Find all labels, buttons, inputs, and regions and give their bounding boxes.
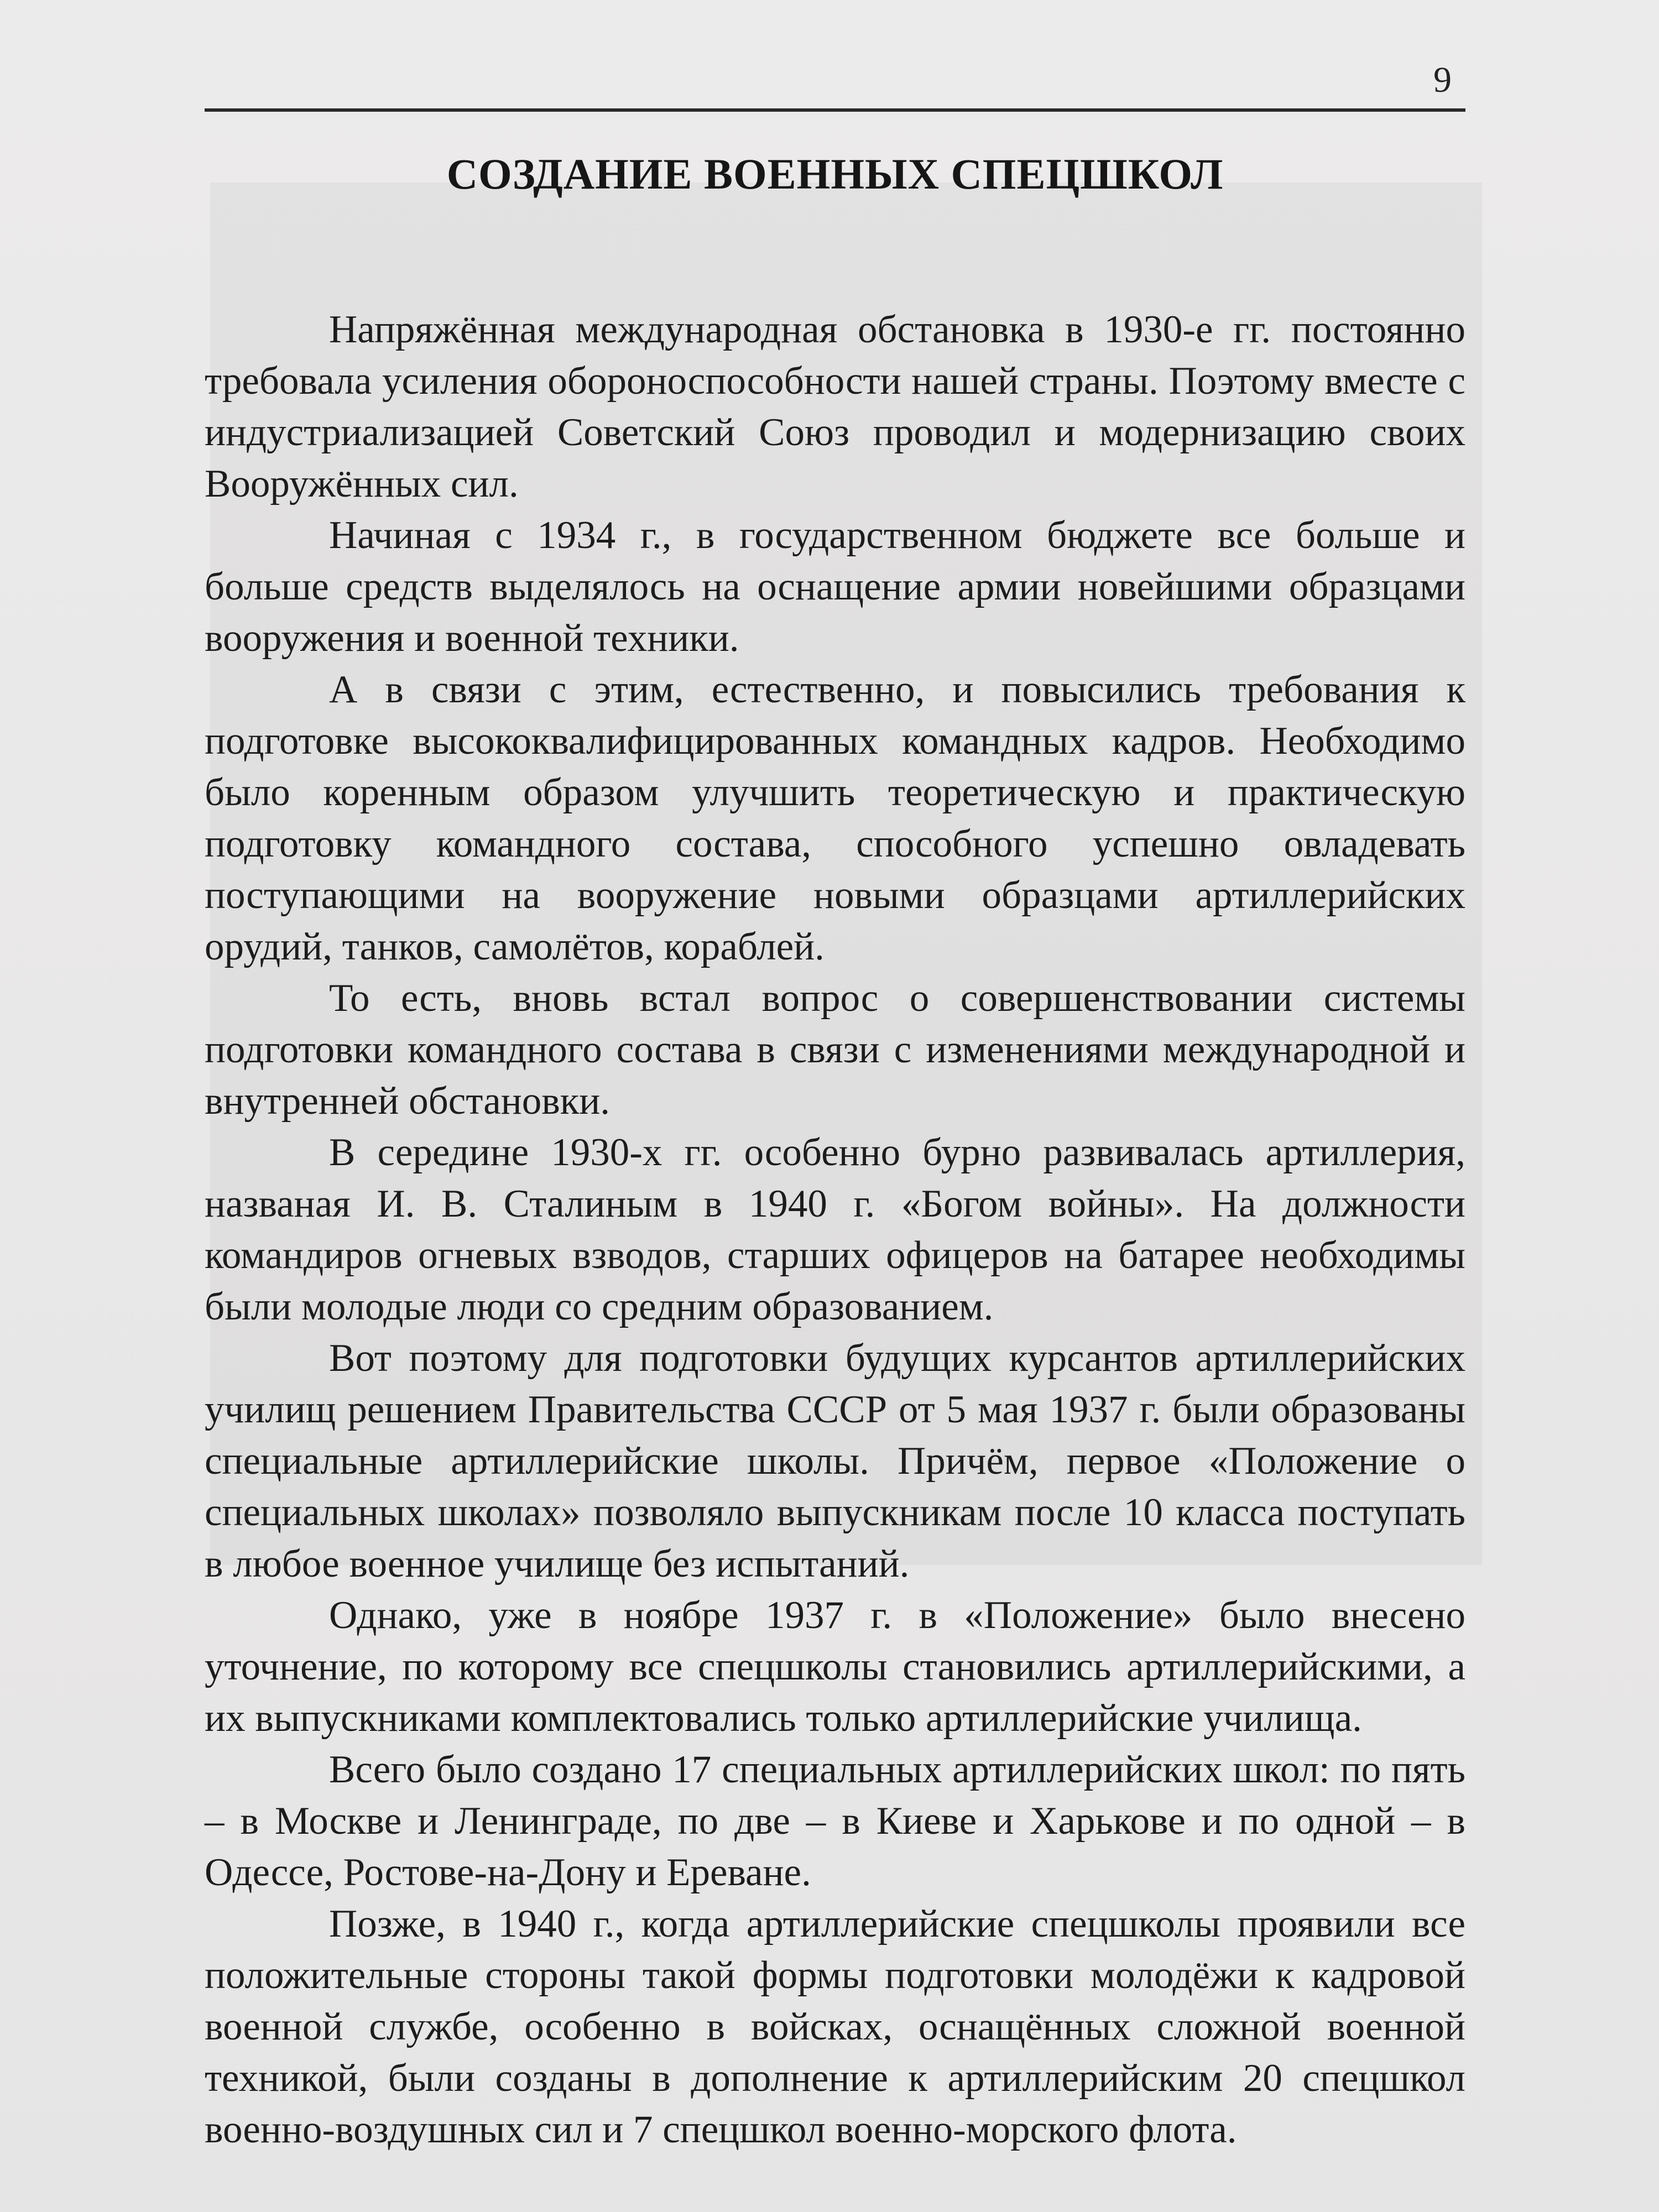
body-text	[205, 304, 1465, 2156]
paragraph: Вот поэтому для подготовки будущих курсантов артиллерийских училищ решением Правительства СССР от 5 мая 1937 г. были образованы специальные артиллерийские школы. Причём, первое «Положение о специальных школах» позволяло выпускникам после 10 класса поступать в любое военное училище без испытаний.	[205, 1337, 1465, 1585]
header-rule	[205, 108, 1465, 112]
paragraph: Напряжённая международная обстановка в 1930-е гг. постоянно требовала усиления обороноспособности нашей страны. Поэтому вместе с индустриализацией Советский Союз проводил и модернизацию своих Вооружённых сил.	[205, 308, 1465, 505]
paragraph: Начиная с 1934 г., в государственном бюджете все больше и больше средств выделялось на оснащение армии новейшими образцами вооружения и военной техники.	[205, 514, 1465, 660]
paragraph: А в связи с этим, естественно, и повысились требования к подготовке высококвалифицированных командных кадров. Необходимо было коренным образом улучшить теоретическую и практическую подготовку командного состава, способного успешно овладевать поступающими на вооружение новыми образцами артиллерийских орудий, танков, самолётов, кораблей.	[205, 668, 1465, 968]
page-number: 9	[1433, 60, 1452, 100]
paragraph: То есть, вновь встал вопрос о совершенствовании системы подготовки командного состава в связи с изменениями международной и внутренней обстановки.	[205, 977, 1465, 1123]
chapter-title: СОЗДАНИЕ ВОЕННЫХ СПЕЦШКОЛ	[446, 150, 1224, 198]
paragraph: Однако, уже в ноябре 1937 г. в «Положение» было внесено уточнение, по которому все спецшколы становились артиллерийскими, а их выпускниками комплектовались только артиллерийские училища.	[205, 1594, 1465, 1740]
paragraph: В середине 1930-х гг. особенно бурно развивалась артиллерия, названая И. В. Сталиным в 1940 г. «Богом войны». На должности командиров огневых взводов, старших офицеров на батарее необходимы были молодые люди со средним образованием.	[205, 1131, 1465, 1328]
paragraph: Позже, в 1940 г., когда артиллерийские спецшколы проявили все положительные стороны такой формы подготовки молодёжи к кадровой военной службе, особенно в войсках, оснащённых сложной военной техникой, были созданы в дополнение к артиллерийским 20 спецшкол военно-воздушных сил и 7 спецшкол военно-морского флота.	[205, 1902, 1465, 2151]
paragraph: Всего было создано 17 специальных артиллерийских школ: по пять – в Москве и Ленинграде, по две – в Киеве и Харькове и по одной – в Одессе, Ростове-на-Дону и Ереване.	[205, 1748, 1465, 1894]
